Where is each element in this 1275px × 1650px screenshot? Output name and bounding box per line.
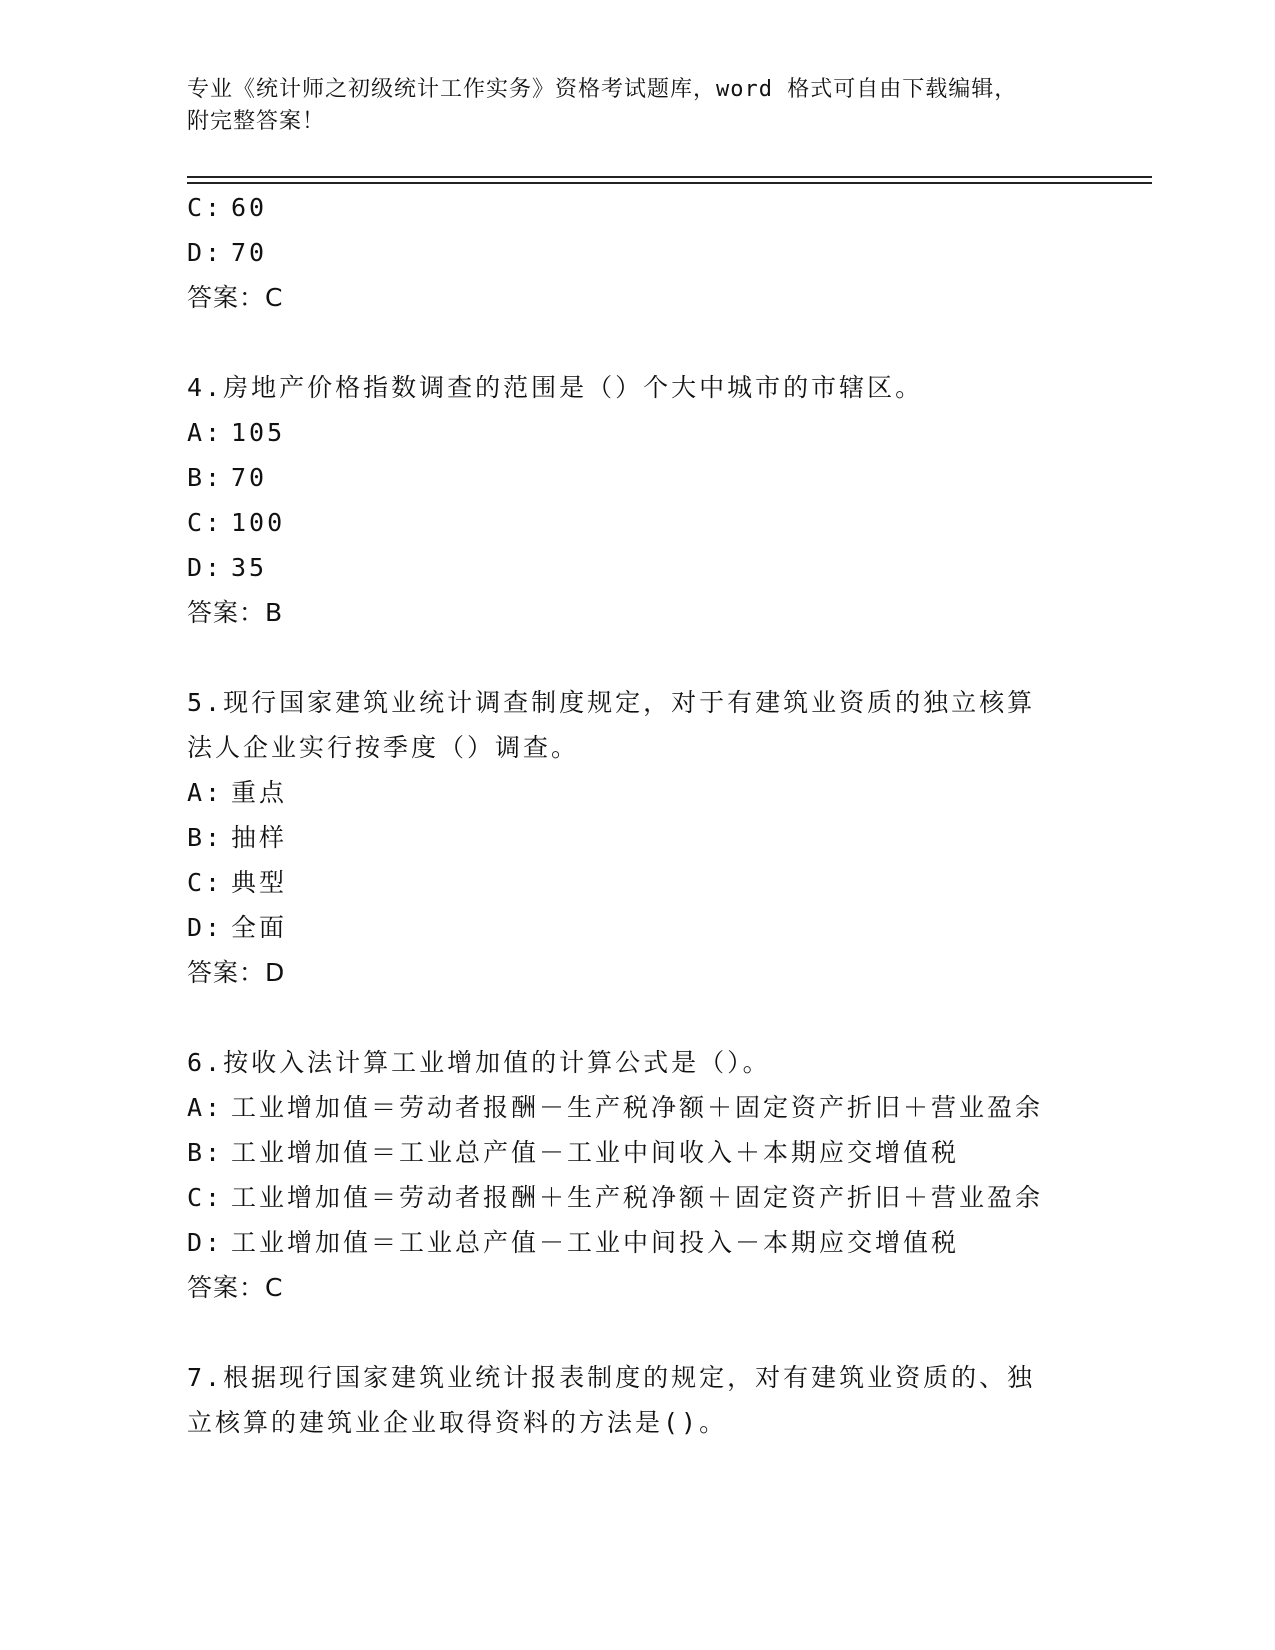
q7-stem-line-1: 7.根据现行国家建筑业统计报表制度的规定，对有建筑业资质的、独 — [187, 1363, 1036, 1392]
q4-option-a — [187, 416, 285, 450]
option-letter: D: — [187, 553, 224, 582]
q4-option-b — [187, 461, 267, 495]
option-letter: C: — [187, 508, 224, 537]
q3-option-d — [187, 236, 267, 270]
header-divider-bottom — [187, 182, 1152, 184]
option-letter: A: — [187, 778, 224, 807]
option-letter: B: — [187, 823, 224, 852]
q5-answer: 答案：D — [187, 958, 286, 987]
option-text: 工业增加值＝工业总产值－工业中间投入－本期应交增值税 — [231, 1228, 960, 1257]
header-line-1: 专业《统计师之初级统计工作实务》资格考试题库，word 格式可自由下载编辑， — [187, 77, 1018, 102]
q4-answer: 答案：B — [187, 598, 284, 627]
q6-answer: 答案：C — [187, 1273, 284, 1302]
q5-option-c — [187, 866, 287, 900]
option-letter: C: — [187, 868, 224, 897]
option-text: 70 — [231, 238, 268, 267]
option-text: 100 — [231, 508, 286, 537]
q5-option-b — [187, 821, 287, 855]
option-letter: D: — [187, 1228, 224, 1257]
option-text: 105 — [231, 418, 286, 447]
q5-option-d — [187, 911, 287, 945]
q6-option-c — [187, 1181, 1043, 1215]
q6-option-a — [187, 1091, 1043, 1125]
option-text: 工业增加值＝工业总产值－工业中间收入＋本期应交增值税 — [231, 1138, 960, 1167]
option-letter: D: — [187, 913, 224, 942]
option-text: 抽样 — [231, 823, 288, 852]
option-letter: C: — [187, 1183, 224, 1212]
q5-stem-line-2: 法人企业实行按季度（）调查。 — [187, 733, 580, 762]
q4-stem: 4.房地产价格指数调查的范围是（）个大中城市的市辖区。 — [187, 373, 924, 402]
option-letter: C: — [187, 193, 224, 222]
option-letter: B: — [187, 463, 224, 492]
header-divider-top — [187, 176, 1152, 178]
option-text: 重点 — [231, 778, 288, 807]
option-text: 70 — [231, 463, 268, 492]
q6-stem: 6.按收入法计算工业增加值的计算公式是（）。 — [187, 1048, 771, 1077]
option-text: 35 — [231, 553, 268, 582]
q6-option-b — [187, 1136, 959, 1170]
option-letter: D: — [187, 238, 224, 267]
option-letter: A: — [187, 418, 224, 447]
q3-option-c — [187, 191, 267, 225]
document-header — [187, 74, 1067, 138]
q5-option-a — [187, 776, 287, 810]
q4-option-c — [187, 506, 285, 540]
q6-option-d — [187, 1226, 959, 1260]
option-text: 全面 — [231, 913, 288, 942]
option-text: 工业增加值＝劳动者报酬－生产税净额＋固定资产折旧＋营业盈余 — [231, 1093, 1044, 1122]
option-text: 工业增加值＝劳动者报酬＋生产税净额＋固定资产折旧＋营业盈余 — [231, 1183, 1044, 1212]
q5-stem-line-1: 5.现行国家建筑业统计调查制度规定，对于有建筑业资质的独立核算 — [187, 688, 1036, 717]
option-text: 60 — [231, 193, 268, 222]
option-text: 典型 — [231, 868, 288, 897]
option-letter: B: — [187, 1138, 224, 1167]
q4-option-d — [187, 551, 267, 585]
option-letter: A: — [187, 1093, 224, 1122]
q3-answer: 答案：C — [187, 283, 284, 312]
header-line-2: 附完整答案！ — [187, 109, 326, 134]
q7-stem-line-2: 立核算的建筑业企业取得资料的方法是()。 — [187, 1408, 728, 1437]
